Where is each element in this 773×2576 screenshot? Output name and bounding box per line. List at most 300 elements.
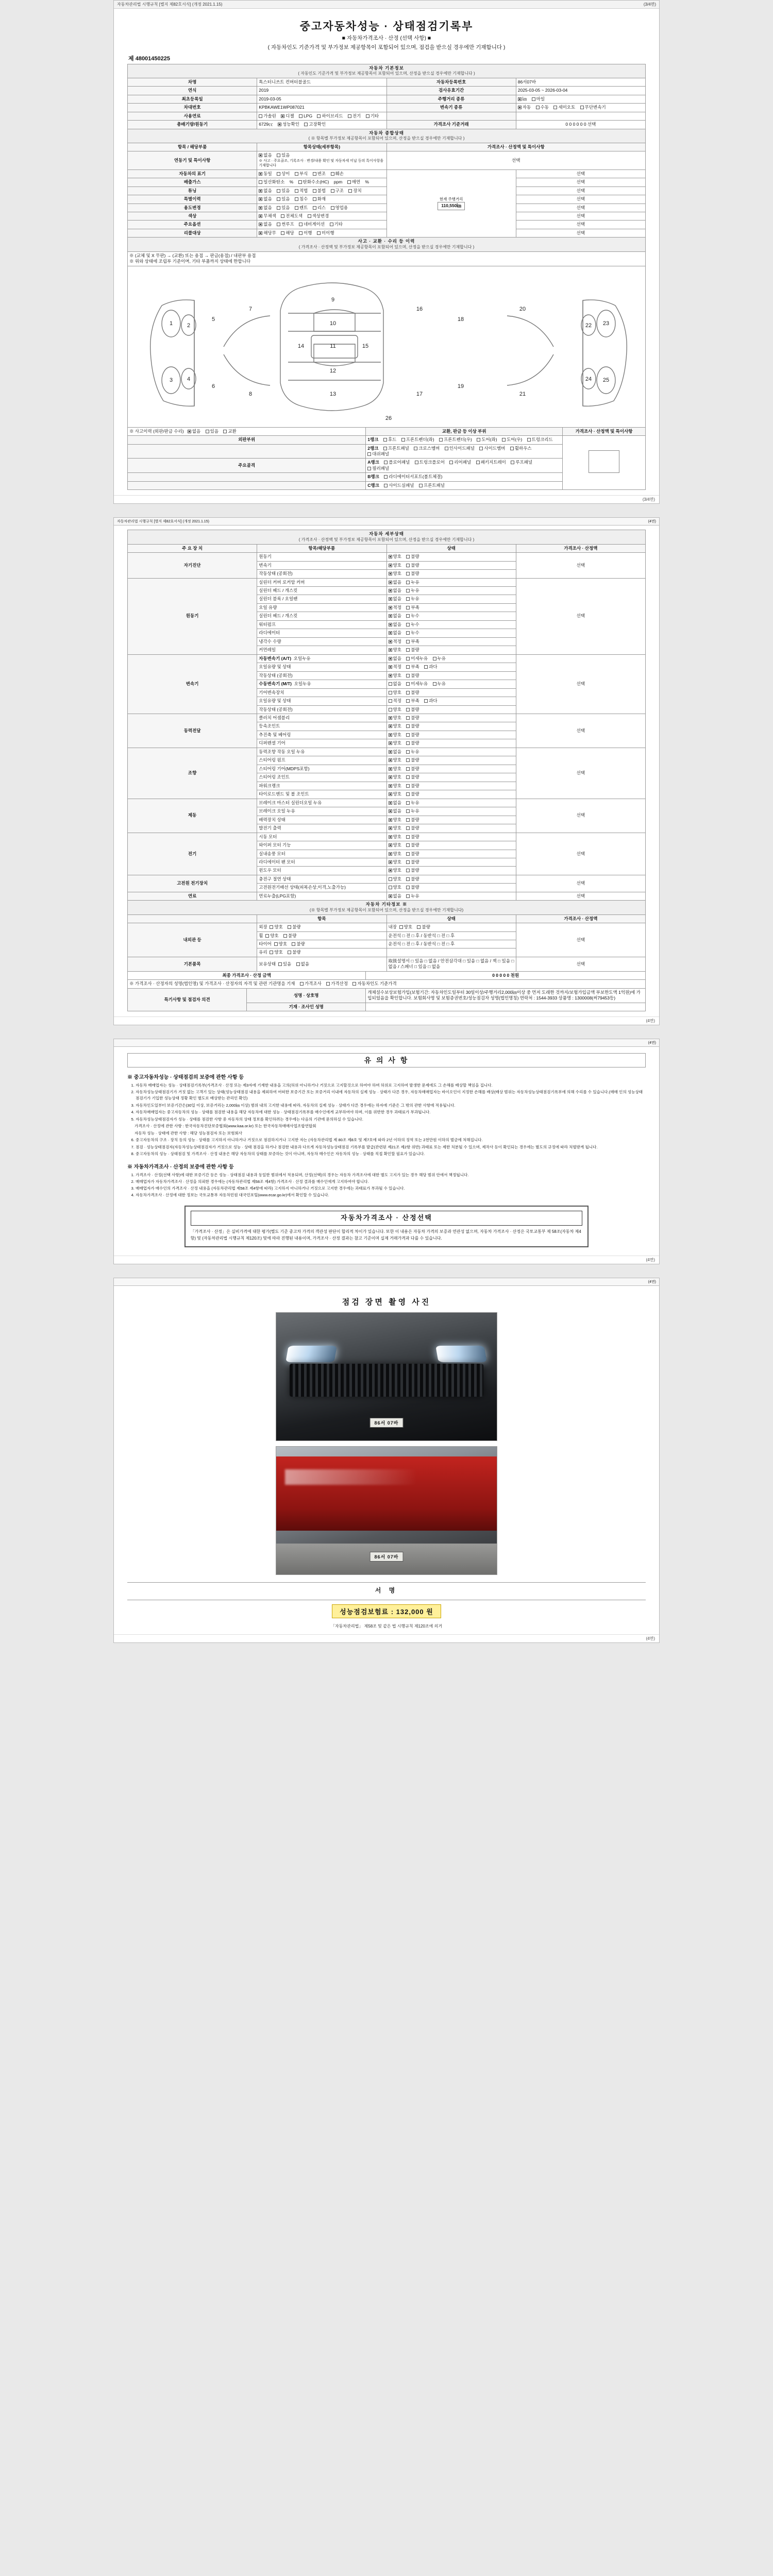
checkbox-option[interactable]: 불량 — [288, 950, 300, 955]
checkbox-option[interactable]: 사이드멤버 — [479, 446, 505, 451]
checkbox-option[interactable]: 양호 — [274, 941, 287, 947]
state-options[interactable] — [386, 884, 516, 892]
checkbox-option[interactable]: 불량 — [406, 723, 419, 729]
group-items[interactable] — [366, 436, 563, 444]
checkbox-option[interactable]: 프론트패널 — [383, 446, 409, 451]
checkbox-option[interactable]: 양호 — [389, 842, 401, 848]
checkbox-option[interactable]: 패키지트레이 — [476, 460, 506, 465]
checkbox-option[interactable]: 자동차인도 기준가격 — [352, 981, 396, 987]
part-label: 연료누출(LPG포함) — [257, 892, 386, 900]
table-row — [128, 957, 646, 971]
row-options[interactable] — [257, 170, 386, 178]
car-diagram-svg[interactable] — [131, 269, 646, 424]
svg-text:11: 11 — [330, 343, 336, 349]
checkbox-option[interactable]: 불량 — [406, 732, 419, 738]
state-options[interactable] — [386, 867, 516, 875]
fuel-options[interactable] — [257, 112, 386, 120]
checkbox-option[interactable]: 렌트 — [295, 205, 308, 211]
checkbox-option[interactable]: 없음 — [389, 681, 401, 687]
checkbox-option[interactable]: 수동 — [536, 105, 549, 110]
checkbox-option[interactable]: 프론트패널 — [419, 483, 445, 488]
state-options[interactable] — [386, 773, 516, 782]
checkbox-option[interactable]: 디젤 — [281, 113, 294, 119]
insurer-row-key: 성명 · 상호명 — [247, 988, 366, 1003]
checkbox-option[interactable]: 루프패널 — [511, 460, 532, 465]
row-options[interactable] — [257, 187, 386, 195]
checkbox-option[interactable]: 양호 — [389, 563, 401, 568]
checkbox-option[interactable]: 불량 — [406, 774, 419, 780]
checkbox-option[interactable]: 가솔린 — [259, 113, 276, 119]
state-options[interactable] — [386, 807, 516, 816]
svg-text:18: 18 — [457, 316, 464, 323]
table-row — [128, 151, 646, 170]
row-options[interactable] — [257, 178, 386, 187]
checkbox-option[interactable]: 상이 — [277, 171, 290, 177]
checkbox-option[interactable]: 없음 — [389, 596, 401, 602]
checkbox-option[interactable]: 이행 — [299, 230, 312, 236]
checkbox-option[interactable]: 플로어패널 — [384, 460, 410, 465]
table-row — [128, 892, 646, 900]
checkbox-option[interactable]: 동일 — [259, 171, 272, 177]
checkbox-option[interactable]: 있음 — [277, 196, 290, 202]
checkbox-option[interactable]: 없음 — [389, 808, 401, 814]
checkbox-option[interactable]: 있음 — [278, 961, 291, 967]
checkbox-option[interactable]: 양호 — [389, 571, 401, 577]
checkbox-option[interactable]: 누수 — [406, 613, 419, 619]
part-label: 시동 모터 — [257, 833, 386, 841]
checkbox-option[interactable]: 양호 — [265, 933, 278, 939]
page-number: (3/4면) — [643, 2, 656, 7]
col-head-group — [128, 914, 257, 923]
checkbox-option[interactable]: 프론트펜더(우) — [439, 437, 472, 443]
checkbox-option[interactable]: 마일 — [532, 96, 545, 102]
page-4-header-strip — [114, 1278, 659, 1286]
checkbox-option[interactable]: 교환 — [223, 429, 236, 434]
col-head-state: 항목상태(세부항목) — [257, 143, 386, 151]
document-title: 중고자동차성능 · 상태점검기록부 — [299, 21, 474, 32]
checkbox-option[interactable]: 불량 — [406, 783, 419, 789]
total-note-row[interactable] — [128, 980, 646, 988]
checkbox-option[interactable]: 양호 — [389, 885, 401, 890]
rank-label: B랭크 — [367, 474, 379, 480]
checkbox-option[interactable]: 후드 — [383, 437, 396, 443]
checkbox-option[interactable]: 양호 — [389, 859, 401, 865]
state-options[interactable] — [386, 731, 516, 739]
svg-text:2: 2 — [187, 322, 191, 329]
checkbox-option[interactable]: 과다 — [424, 698, 437, 704]
checkbox-option[interactable]: 누유 — [433, 656, 446, 662]
checkbox-option[interactable]: 누유 — [406, 893, 419, 899]
checkbox-option[interactable]: 트렁크리드 — [527, 437, 553, 443]
checkbox-option[interactable]: 없음 — [389, 749, 401, 755]
item-options[interactable] — [257, 940, 386, 948]
checkbox-option[interactable]: 기타 — [366, 113, 379, 119]
row-options[interactable] — [257, 204, 386, 212]
group-items[interactable] — [366, 459, 563, 473]
checkbox-option[interactable]: 있음 — [277, 152, 290, 158]
checkbox-option[interactable]: 불량 — [406, 791, 419, 797]
group-price: 선택 — [516, 923, 645, 957]
checkbox-option[interactable]: 없음 — [259, 222, 272, 227]
table-row — [128, 121, 646, 129]
checkbox-option[interactable]: 라디에이터서포트(볼트체결) — [384, 474, 442, 480]
checkbox-option[interactable]: 훼손 — [331, 171, 344, 177]
state-options[interactable] — [386, 612, 516, 620]
row-options[interactable] — [257, 212, 386, 221]
checkbox-option[interactable]: 없음 — [259, 152, 272, 158]
checkbox-option[interactable]: 자동 — [518, 105, 531, 110]
state-options[interactable] — [386, 637, 516, 646]
state-options[interactable] — [386, 714, 516, 722]
checkbox-option[interactable]: 트렁크플로어 — [415, 460, 445, 465]
checkbox-option[interactable]: 불량 — [417, 924, 430, 930]
inspection-photo-rear[interactable] — [276, 1446, 497, 1575]
checkbox-option[interactable]: 양호 — [389, 817, 401, 823]
checkbox-option[interactable]: 양호 — [389, 740, 401, 746]
notice-list-2 — [127, 1109, 646, 1122]
svg-text:13: 13 — [329, 391, 337, 397]
state-options[interactable] — [386, 748, 516, 756]
state-options[interactable] — [386, 603, 516, 612]
checkbox-option[interactable]: 없음 — [188, 429, 200, 434]
state-options[interactable] — [386, 705, 516, 714]
checkbox-option[interactable]: 없음 — [259, 205, 272, 211]
checkbox-option[interactable]: 불량 — [406, 690, 419, 696]
state-options[interactable] — [386, 595, 516, 603]
checkbox-option[interactable]: 양호 — [389, 732, 401, 738]
checkbox-option[interactable]: 양호 — [270, 950, 282, 955]
checkbox-option[interactable]: 침수 — [295, 196, 308, 202]
transmission-options[interactable] — [516, 104, 645, 112]
checkbox-option[interactable]: 없음 — [389, 588, 401, 594]
state-options[interactable] — [386, 739, 516, 748]
checkbox-option[interactable]: 적정 — [389, 639, 401, 645]
checkbox-option[interactable]: 누수 — [406, 622, 419, 628]
checkbox-option[interactable]: LPG — [299, 113, 312, 119]
insurer-row-value: 개체설수보상보험가입(보험기간: 자동차인도일부터 30일이상/주행거리2,000㎞이상 중 먼저 도래한 것까지/보험가입금액 부보한도액 1억원)에 가입되었음을 확인합니다. 보험회사명 및 보험증권번호/성능점검자 성명(법인명칭) 연락처 : 1544-3933 상품명 : 1300008(써79453등) — [366, 988, 646, 1003]
checkbox-option[interactable]: 적법 — [295, 188, 308, 194]
group-label: 조향 — [128, 748, 257, 799]
checkbox-option[interactable]: 불량 — [288, 924, 300, 930]
state-options[interactable] — [386, 833, 516, 841]
checkbox-option[interactable]: 크로스멤버 — [414, 446, 440, 451]
group-items[interactable] — [366, 481, 563, 489]
checkbox-option[interactable]: 가격조사 — [300, 981, 322, 987]
checkbox-option[interactable]: 적정 — [389, 605, 401, 611]
checkbox-option[interactable]: 있음 — [277, 205, 290, 211]
checkbox-option[interactable]: 부족 — [406, 639, 419, 645]
svg-text:7: 7 — [248, 306, 253, 312]
checkbox-option[interactable]: 누유 — [406, 808, 419, 814]
checkbox-option[interactable]: 불량 — [406, 673, 419, 679]
checkbox-option[interactable]: 불량 — [406, 817, 419, 823]
checkbox-option[interactable]: 도어(우) — [502, 437, 522, 443]
checkbox-option[interactable]: 영업용 — [331, 205, 348, 211]
checkbox-option[interactable]: 리어패널 — [449, 460, 471, 465]
group-items[interactable] — [366, 473, 563, 481]
item-label-2: 내장 — [388, 924, 397, 930]
checkbox-option[interactable]: 필러패널 — [367, 466, 389, 471]
checkbox-option[interactable]: 적정 — [389, 664, 401, 670]
checkbox-option[interactable]: 미세누유 — [406, 681, 428, 687]
checkbox-option[interactable]: 누유 — [406, 800, 419, 806]
checkbox-option[interactable]: 양호 — [389, 851, 401, 857]
rank-label: 2랭크 — [367, 445, 379, 451]
row-price-note: 선택 — [516, 170, 645, 178]
checkbox-option[interactable]: 불량 — [406, 554, 419, 560]
checkbox-option[interactable]: 양호 — [389, 723, 401, 729]
accident-price-cell — [563, 436, 646, 490]
row-options[interactable] — [257, 195, 386, 204]
table-row — [128, 251, 646, 266]
checkbox-option[interactable]: 일산화탄소 — [259, 179, 284, 185]
state-options[interactable] — [386, 654, 516, 663]
checkbox-option[interactable]: 기타 — [330, 222, 343, 227]
state-options[interactable] — [386, 790, 516, 799]
checkbox-option[interactable]: 양호 — [389, 673, 401, 679]
state-options[interactable] — [386, 824, 516, 833]
checkbox-option[interactable]: 없음 — [259, 196, 272, 202]
group-price: 선택 — [516, 892, 645, 900]
row-price-note: 선택 — [516, 187, 645, 195]
row-options[interactable] — [257, 151, 386, 170]
field-label: 자동차등록번호 — [386, 78, 516, 86]
group-label: 제동 — [128, 799, 257, 833]
checkbox-option[interactable]: 양호 — [389, 766, 401, 772]
state-options[interactable] — [386, 722, 516, 731]
state-options[interactable] — [386, 570, 516, 578]
page-1 — [113, 0, 660, 504]
checkbox-option[interactable]: 있음 — [206, 429, 219, 434]
checkbox-option[interactable]: 불량 — [406, 859, 419, 865]
price-basis-value: 0 0 0 0 0 0 선택 — [516, 121, 645, 129]
state-options[interactable] — [386, 765, 516, 773]
state-options[interactable] — [386, 561, 516, 569]
checkbox-option[interactable]: 해당 — [281, 230, 294, 236]
item-label-2[interactable]: 取扱설명서 □ 있음 □ 없음 / 안전삼각대 □ 있음 □ 없음 / 잭 □ 있음 □ 없음 / 스패너 □ 있음 □ 없음 — [386, 957, 516, 971]
item-label-2[interactable]: 운전석 □ 전 □ 후 / 동반석 □ 전 □ 후 — [386, 940, 516, 948]
state-options[interactable] — [386, 799, 516, 807]
part-label: 변속기 — [257, 561, 386, 569]
checkbox-option[interactable]: 구조 — [331, 188, 344, 194]
checkbox-option[interactable]: 없음 — [389, 630, 401, 636]
group-items[interactable] — [366, 444, 563, 459]
state-options[interactable] — [386, 578, 516, 586]
checkbox-option[interactable]: 해당무 — [259, 230, 276, 236]
checkbox-option[interactable]: 매연 — [347, 179, 360, 185]
state-options[interactable] — [386, 586, 516, 595]
checkbox-option[interactable]: 불량 — [283, 933, 296, 939]
checkbox-option[interactable]: 색상변경 — [308, 213, 329, 219]
checkbox-option[interactable]: 불량 — [406, 842, 419, 848]
checkbox-option[interactable]: 세미오토 — [553, 105, 575, 110]
item-options[interactable] — [257, 931, 386, 940]
checkbox-option[interactable]: 미세누유 — [406, 656, 428, 662]
accident-history-label: ※ 사고이력 (외판/판금 수리) — [129, 428, 184, 434]
col-head-state: 상태 — [386, 914, 516, 923]
checkbox-option[interactable]: 썬루프 — [277, 222, 294, 227]
photos-title: 점검 장면 촬영 사진 — [342, 1297, 431, 1307]
checkbox-option[interactable]: 불량 — [292, 941, 305, 947]
state-options[interactable] — [386, 680, 516, 688]
accident-history-options[interactable] — [128, 427, 366, 435]
checkbox-option[interactable]: 누유 — [406, 596, 419, 602]
checkbox-option[interactable]: 변조 — [313, 171, 326, 177]
state-options[interactable] — [386, 816, 516, 824]
checkbox-option[interactable]: 인사이드패널 — [445, 446, 475, 451]
checkbox-option[interactable]: 누유 — [406, 749, 419, 755]
state-options[interactable] — [386, 671, 516, 680]
row-options[interactable] — [257, 229, 386, 237]
checkbox-option[interactable]: 불량 — [406, 834, 419, 840]
checkbox-option[interactable]: 없음 — [389, 800, 401, 806]
checkbox-option[interactable]: 부족 — [406, 605, 419, 611]
accident-price-box[interactable] — [589, 450, 619, 473]
state-options[interactable] — [386, 688, 516, 697]
checkbox-option[interactable]: 없음 — [389, 656, 401, 662]
checkbox-option[interactable]: ㎞ — [518, 96, 527, 102]
svg-text:21: 21 — [519, 391, 526, 397]
checkbox-option[interactable]: 가격산정 — [326, 981, 348, 987]
checkbox-option[interactable]: 불량 — [406, 876, 419, 882]
checkbox-option[interactable]: 휠하우스 — [510, 446, 532, 451]
checkbox-option[interactable]: 불량 — [406, 868, 419, 873]
checkbox-option[interactable]: 부족 — [406, 698, 419, 704]
checkbox-option[interactable]: 불량 — [406, 740, 419, 746]
svg-text:14: 14 — [297, 343, 305, 349]
part-label: 추진축 및 베어링 — [257, 731, 386, 739]
checkbox-option[interactable]: 화재 — [313, 196, 326, 202]
checkbox-option[interactable]: 부식 — [295, 171, 308, 177]
accident-legend-2: ※ 위와 상태에 조립부 기준이며, 기타 부품까지 상태에 한합니다 — [129, 259, 251, 264]
checkbox-option[interactable]: 양호 — [389, 554, 401, 560]
checkbox-option[interactable]: 네비게이션 — [299, 222, 325, 227]
checkbox-option[interactable]: 성능확인 — [278, 122, 299, 127]
car-damage-diagram[interactable] — [127, 266, 646, 428]
checkbox-option[interactable]: 하이브리드 — [317, 113, 343, 119]
item-options[interactable] — [257, 923, 386, 931]
state-options[interactable] — [386, 620, 516, 629]
state-options[interactable] — [386, 892, 516, 900]
total-value-cell — [366, 971, 646, 979]
checkbox-option[interactable]: 도어(좌) — [477, 437, 497, 443]
table-row — [128, 971, 646, 979]
item-options-2[interactable] — [386, 923, 516, 931]
stamp-title: 자동차가격조사 · 산정선택 — [191, 1211, 583, 1226]
headlight-left — [286, 1346, 338, 1362]
state-options[interactable] — [386, 646, 516, 654]
col-head-group: 주 요 장 치 — [128, 544, 257, 552]
checkbox-option[interactable]: 양호 — [270, 924, 282, 930]
checkbox-option[interactable]: 없음 — [259, 188, 272, 194]
item-options[interactable] — [257, 948, 386, 957]
checkbox-option[interactable]: 고장확인 — [304, 122, 326, 127]
state-options[interactable] — [386, 858, 516, 866]
checkbox-option[interactable]: 불량 — [406, 563, 419, 568]
checkbox-option[interactable]: 무단변속기 — [580, 105, 606, 110]
checkbox-option[interactable]: 없음 — [389, 893, 401, 899]
checkbox-option[interactable]: 누유 — [406, 588, 419, 594]
checkbox-option[interactable]: 양호 — [389, 876, 401, 882]
checkbox-option[interactable]: 불량 — [406, 766, 419, 772]
checkbox-option[interactable]: 미이행 — [317, 230, 334, 236]
checkbox-option[interactable]: 없음 — [389, 622, 401, 628]
checkbox-option[interactable]: 과다 — [424, 664, 437, 670]
col-head-price: 가격조사 · 산정액 — [516, 544, 645, 552]
checkbox-option[interactable]: 불량 — [406, 715, 419, 721]
state-options[interactable] — [386, 629, 516, 637]
part-label: 자동변속기 (A/T) 오일누유 — [257, 654, 386, 663]
checkbox-option[interactable]: 누유 — [433, 681, 446, 687]
checkbox-option[interactable]: 대쉬패널 — [367, 451, 389, 457]
checkbox-option[interactable]: 불량 — [406, 885, 419, 890]
state-options[interactable] — [386, 756, 516, 765]
checkbox-option[interactable]: 없음 — [296, 961, 309, 967]
checkbox-option[interactable]: 탄화수소(HC) — [298, 179, 329, 185]
checkbox-option[interactable]: 불량 — [406, 851, 419, 857]
mileage-unit-options[interactable] — [516, 95, 645, 103]
checkbox-option[interactable]: 리스 — [313, 205, 326, 211]
state-options[interactable] — [386, 697, 516, 705]
state-options[interactable] — [386, 663, 516, 671]
checkbox-option[interactable]: 양호 — [389, 783, 401, 789]
checkbox-option[interactable]: 불법 — [313, 188, 326, 194]
checkbox-option[interactable]: 불량 — [406, 571, 419, 577]
checkbox-option[interactable]: 장치 — [348, 188, 361, 194]
checkbox-option[interactable]: 양호 — [389, 834, 401, 840]
state-options[interactable] — [386, 850, 516, 858]
checkbox-option[interactable]: 양호 — [389, 647, 401, 653]
checkbox-option[interactable]: 부족 — [406, 664, 419, 670]
checkbox-option[interactable]: 불량 — [406, 707, 419, 713]
checkbox-option[interactable]: 없음 — [389, 580, 401, 585]
checkbox-option[interactable]: 전체도색 — [281, 213, 303, 219]
checkbox-option[interactable]: 양호 — [389, 868, 401, 873]
checkbox-option[interactable]: 양호 — [389, 791, 401, 797]
row-label: 특별이력 — [128, 195, 257, 204]
checkbox-option[interactable]: 양호 — [389, 825, 401, 831]
row-options[interactable] — [257, 221, 386, 229]
checkbox-option[interactable]: 무채색 — [259, 213, 276, 219]
state-options[interactable] — [386, 841, 516, 850]
inspection-photo-front[interactable] — [276, 1312, 497, 1441]
checkbox-option[interactable]: 전기 — [348, 113, 361, 119]
checkbox-option[interactable]: 양호 — [389, 690, 401, 696]
checkbox-option[interactable]: 사이드실패널 — [384, 483, 414, 488]
checkbox-option[interactable]: 프론트펜더(좌) — [401, 437, 434, 443]
checkbox-option[interactable]: 양호 — [389, 757, 401, 763]
checkbox-option[interactable]: 있음 — [277, 188, 290, 194]
checkbox-option[interactable]: 불량 — [406, 757, 419, 763]
item-label-2[interactable]: 운전석 □ 전 □ 후 / 동반석 □ 전 □ 후 — [386, 931, 516, 940]
checkbox-option[interactable]: 누수 — [406, 630, 419, 636]
checkbox-option[interactable]: 적정 — [389, 698, 401, 704]
state-options[interactable] — [386, 875, 516, 883]
checkbox-option[interactable]: 양호 — [389, 715, 401, 721]
group-label: 원동기 — [128, 578, 257, 654]
state-options[interactable] — [386, 553, 516, 561]
item-options[interactable] — [257, 957, 386, 971]
checkbox-option[interactable]: 양호 — [389, 774, 401, 780]
checkbox-option[interactable]: 없음 — [389, 613, 401, 619]
state-options[interactable] — [386, 782, 516, 790]
checkbox-option[interactable]: 불량 — [406, 825, 419, 831]
checkbox-option[interactable]: 양호 — [399, 924, 412, 930]
checkbox-option[interactable]: 누유 — [406, 580, 419, 585]
checkbox-option[interactable]: 불량 — [406, 647, 419, 653]
list-item: 6. 중고자동차의 구조 · 장치 등의 성능 · 상태를 고지하지 아니하거나 거짓으로 점검하지거나 고지한 자는 (자동차관리법 제 80조 제8호 및 제7호에 따라 2년 이하의 징역 또는 2천만원 이하의 벌금에 처해집니다. — [136, 1137, 646, 1143]
checkbox-option[interactable]: 양호 — [389, 707, 401, 713]
